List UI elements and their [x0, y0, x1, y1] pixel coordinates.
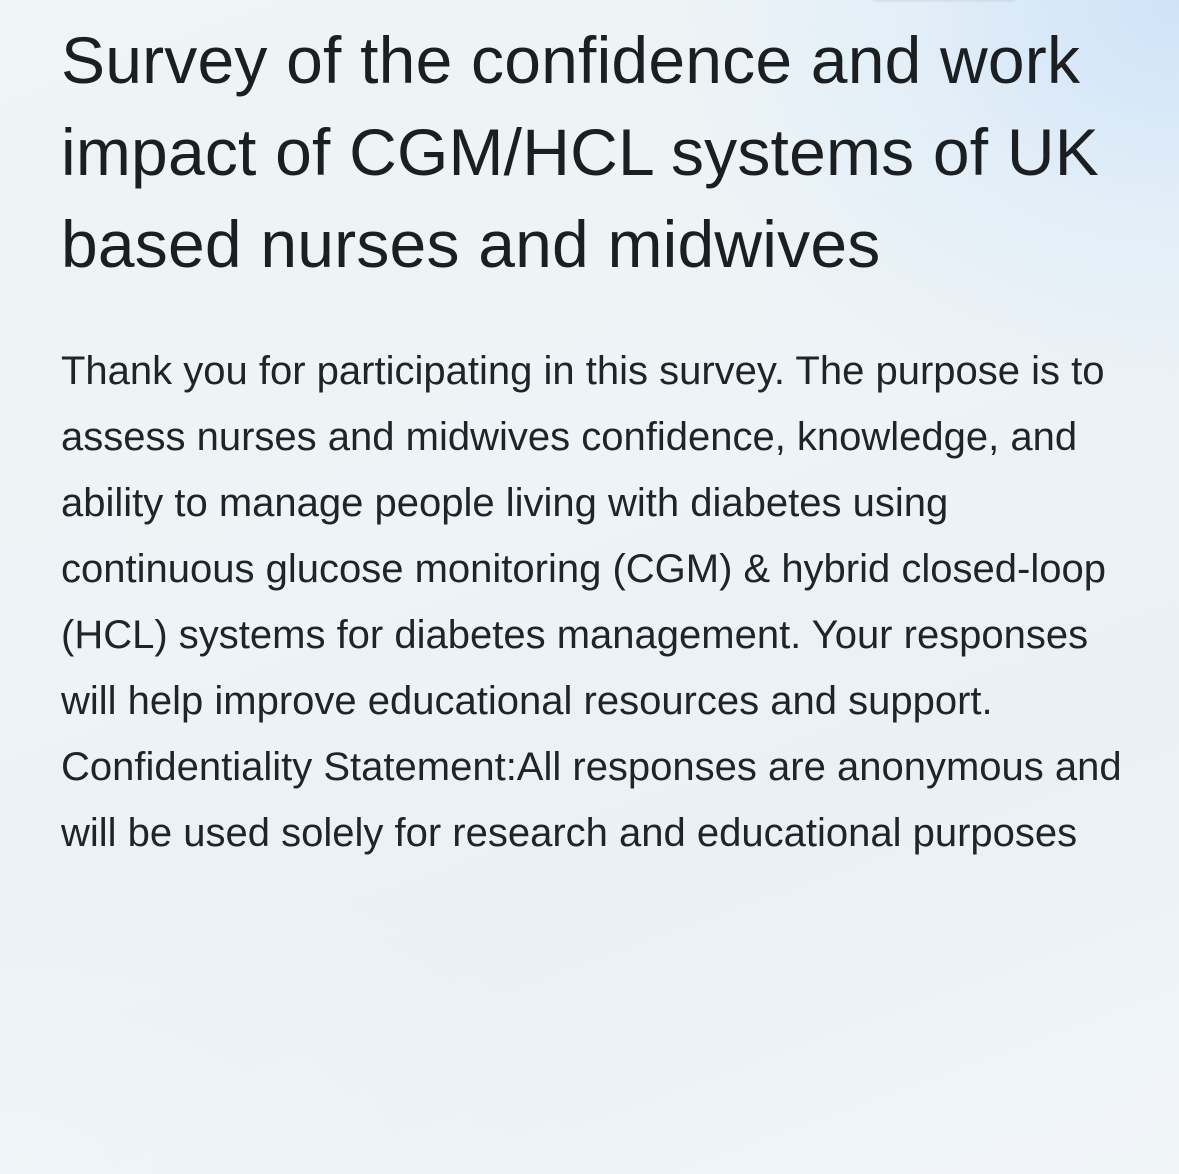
survey-header — [61, 14, 1151, 866]
confidentiality-statement: Confidentiality Statement:All responses are anonymous and will be used solely for research and educational purposes — [61, 745, 1122, 855]
window-top-edge — [869, 0, 1019, 2]
survey-description: Thank you for participating in this survey. The purpose is to assess nurses and midwives confidence, knowledge, and ability to manage people living with diabetes using continuous glucose monitoring (CGM) & hybrid closed-loop (HCL) systems for diabetes management. Your responses will help improve educational resources and support. — [61, 349, 1106, 723]
survey-title: Survey of the confidence and work impact of CGM/HCL systems of UK based nurses and midwives — [61, 23, 1099, 281]
